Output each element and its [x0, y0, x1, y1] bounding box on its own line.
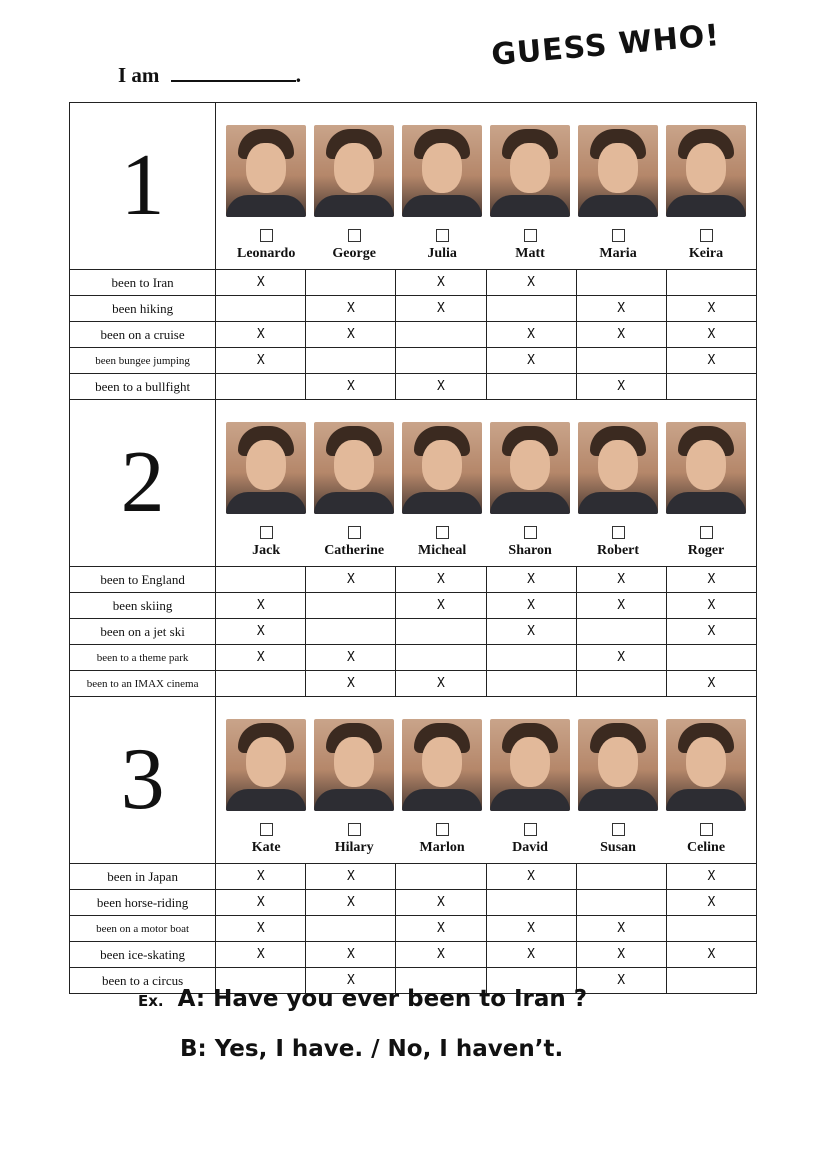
photo-face — [422, 737, 462, 787]
mark-cell: X — [396, 270, 486, 296]
activity-label: been on a motor boat — [70, 916, 216, 942]
activity-label: been to a circus — [70, 968, 216, 994]
person-photo — [490, 422, 570, 514]
person-checkbox[interactable] — [260, 823, 273, 836]
mark-cell: X — [666, 296, 756, 322]
photo-strip — [216, 400, 757, 567]
mark-cell — [396, 322, 486, 348]
mark-cell: X — [216, 619, 306, 645]
person-checkbox[interactable] — [348, 823, 361, 836]
table-row — [70, 671, 757, 697]
photo-face — [686, 143, 726, 193]
person-photo — [578, 125, 658, 217]
mark-cell: X — [666, 942, 756, 968]
photo-shoulders — [666, 195, 746, 217]
mark-cell: X — [486, 916, 576, 942]
person-photo — [666, 422, 746, 514]
mark-cell: X — [306, 942, 396, 968]
people-row — [216, 400, 756, 559]
person-card — [400, 125, 484, 262]
photo-shoulders — [578, 195, 658, 217]
mark-cell — [486, 374, 576, 400]
mark-cell: X — [216, 270, 306, 296]
table-row — [70, 296, 757, 322]
mark-cell: X — [486, 619, 576, 645]
table-row — [70, 942, 757, 968]
photo-face — [334, 440, 374, 490]
person-card — [664, 422, 748, 559]
person-checkbox[interactable] — [436, 823, 449, 836]
person-checkbox[interactable] — [700, 823, 713, 836]
activity-label: been on a jet ski — [70, 619, 216, 645]
photo-face — [334, 143, 374, 193]
person-name: Kate — [251, 840, 281, 855]
mark-cell — [306, 270, 396, 296]
mark-cell: X — [486, 270, 576, 296]
photo-face — [598, 143, 638, 193]
mark-cell: X — [306, 671, 396, 697]
mark-cell: X — [306, 864, 396, 890]
person-photo — [314, 125, 394, 217]
person-card — [576, 719, 660, 856]
mark-cell — [666, 645, 756, 671]
activity-label: been to an IMAX cinema — [70, 671, 216, 697]
mark-cell: X — [666, 348, 756, 374]
person-card — [312, 719, 396, 856]
person-card — [488, 719, 572, 856]
person-name: Jack — [252, 543, 281, 558]
table-row — [70, 593, 757, 619]
photo-face — [246, 440, 286, 490]
activity-label: been to England — [70, 567, 216, 593]
mark-cell: X — [576, 296, 666, 322]
person-photo — [402, 422, 482, 514]
photo-shoulders — [314, 195, 394, 217]
mark-cell: X — [306, 890, 396, 916]
photo-face — [510, 143, 550, 193]
activity-label: been in Japan — [70, 864, 216, 890]
person-checkbox[interactable] — [612, 526, 625, 539]
mark-cell: X — [666, 864, 756, 890]
mark-cell — [306, 619, 396, 645]
mark-cell — [396, 864, 486, 890]
person-name: Keira — [688, 246, 724, 261]
person-name: Robert — [597, 543, 640, 558]
person-photo — [226, 125, 306, 217]
mark-cell: X — [216, 348, 306, 374]
photo-strip — [216, 103, 757, 270]
mark-cell: X — [396, 890, 486, 916]
mark-cell: X — [666, 593, 756, 619]
mark-cell — [576, 864, 666, 890]
person-checkbox[interactable] — [524, 229, 537, 242]
person-photo — [314, 719, 394, 811]
mark-cell — [666, 968, 756, 994]
mark-cell — [306, 348, 396, 374]
activity-label: been ice-skating — [70, 942, 216, 968]
photo-face — [598, 737, 638, 787]
person-photo — [490, 719, 570, 811]
group-number: 3 — [70, 697, 216, 864]
mark-cell — [216, 671, 306, 697]
photo-shoulders — [490, 789, 570, 811]
photo-shoulders — [226, 492, 306, 514]
photo-face — [510, 440, 550, 490]
photo-face — [510, 737, 550, 787]
group-photo-row — [70, 697, 757, 864]
mark-cell: X — [486, 864, 576, 890]
photo-strip — [216, 697, 757, 864]
person-name: Celine — [686, 840, 726, 855]
mark-cell: X — [306, 567, 396, 593]
person-name: Matt — [515, 246, 545, 261]
table-row — [70, 864, 757, 890]
mark-cell: X — [666, 619, 756, 645]
mark-cell — [216, 374, 306, 400]
person-card — [488, 422, 572, 559]
mark-cell: X — [216, 322, 306, 348]
example-answer: B: Yes, I have. / No, I haven’t. — [180, 1036, 564, 1062]
table-row — [70, 916, 757, 942]
table-row — [70, 890, 757, 916]
worksheet-title: GUESS WHO! — [490, 18, 722, 73]
photo-shoulders — [226, 789, 306, 811]
person-checkbox[interactable] — [612, 229, 625, 242]
person-name: Roger — [687, 543, 725, 558]
person-name: Hilary — [334, 840, 374, 855]
mark-cell: X — [306, 374, 396, 400]
activity-label: been to a theme park — [70, 645, 216, 671]
mark-cell — [666, 916, 756, 942]
person-photo — [226, 422, 306, 514]
person-checkbox[interactable] — [700, 229, 713, 242]
photo-shoulders — [666, 789, 746, 811]
person-photo — [578, 719, 658, 811]
mark-cell: X — [396, 296, 486, 322]
mark-cell: X — [576, 322, 666, 348]
activity-label: been on a cruise — [70, 322, 216, 348]
mark-cell — [486, 890, 576, 916]
person-card — [224, 422, 308, 559]
mark-cell — [576, 270, 666, 296]
mark-cell: X — [486, 322, 576, 348]
mark-cell — [306, 593, 396, 619]
person-checkbox[interactable] — [348, 229, 361, 242]
mark-cell — [396, 619, 486, 645]
mark-cell: X — [666, 671, 756, 697]
mark-cell: X — [306, 322, 396, 348]
person-photo — [402, 719, 482, 811]
example-question-text: A: Have you ever been to Iran ? — [177, 986, 588, 1012]
mark-cell: X — [396, 942, 486, 968]
mark-cell — [216, 567, 306, 593]
group-photo-row — [70, 400, 757, 567]
mark-cell: X — [396, 593, 486, 619]
mark-cell: X — [396, 374, 486, 400]
mark-cell: X — [486, 942, 576, 968]
photo-shoulders — [402, 789, 482, 811]
person-photo — [578, 422, 658, 514]
table-row — [70, 322, 757, 348]
person-card — [576, 125, 660, 262]
person-name: Micheal — [418, 543, 467, 558]
activity-label: been to a bullfight — [70, 374, 216, 400]
photo-shoulders — [490, 492, 570, 514]
mark-cell — [396, 348, 486, 374]
photo-face — [246, 737, 286, 787]
person-card — [488, 125, 572, 262]
mark-cell: X — [666, 322, 756, 348]
mark-cell: X — [486, 348, 576, 374]
mark-cell: X — [306, 296, 396, 322]
photo-shoulders — [578, 789, 658, 811]
mark-cell: X — [576, 968, 666, 994]
mark-cell: X — [216, 942, 306, 968]
person-photo — [226, 719, 306, 811]
photo-face — [334, 737, 374, 787]
example-question — [138, 986, 587, 1012]
person-checkbox[interactable] — [436, 229, 449, 242]
activity-label: been to Iran — [70, 270, 216, 296]
people-row — [216, 103, 756, 262]
photo-face — [686, 737, 726, 787]
person-name: George — [332, 246, 376, 261]
person-checkbox[interactable] — [348, 526, 361, 539]
mark-cell: X — [396, 916, 486, 942]
person-photo — [314, 422, 394, 514]
person-card — [224, 719, 308, 856]
person-card — [664, 125, 748, 262]
person-checkbox[interactable] — [524, 526, 537, 539]
photo-face — [246, 143, 286, 193]
mark-cell: X — [486, 567, 576, 593]
photo-face — [686, 440, 726, 490]
photo-shoulders — [402, 492, 482, 514]
mark-cell — [486, 296, 576, 322]
person-checkbox[interactable] — [700, 526, 713, 539]
example-label: Ex. — [138, 992, 164, 1010]
guess-who-grid — [69, 102, 757, 994]
mark-cell — [216, 296, 306, 322]
mark-cell: X — [306, 645, 396, 671]
person-checkbox[interactable] — [436, 526, 449, 539]
table-row — [70, 567, 757, 593]
person-name: Julia — [427, 246, 457, 261]
person-checkbox[interactable] — [260, 229, 273, 242]
mark-cell — [576, 348, 666, 374]
person-name: David — [512, 840, 548, 855]
group-number: 1 — [70, 103, 216, 270]
photo-shoulders — [314, 789, 394, 811]
mark-cell — [576, 671, 666, 697]
photo-face — [422, 143, 462, 193]
person-name: Leonardo — [237, 246, 296, 261]
photo-face — [422, 440, 462, 490]
photo-shoulders — [314, 492, 394, 514]
activity-label: been hiking — [70, 296, 216, 322]
table-row — [70, 374, 757, 400]
mark-cell: X — [576, 645, 666, 671]
person-card — [400, 422, 484, 559]
mark-cell: X — [216, 890, 306, 916]
person-checkbox[interactable] — [612, 823, 625, 836]
photo-shoulders — [226, 195, 306, 217]
photo-face — [598, 440, 638, 490]
name-label: I am — [118, 63, 160, 87]
mark-cell: X — [306, 968, 396, 994]
mark-cell: X — [666, 890, 756, 916]
person-name: Catherine — [324, 543, 385, 558]
person-card — [312, 422, 396, 559]
table-row — [70, 619, 757, 645]
mark-cell — [486, 645, 576, 671]
photo-shoulders — [490, 195, 570, 217]
mark-cell: X — [576, 567, 666, 593]
mark-cell: X — [576, 593, 666, 619]
mark-cell: X — [666, 567, 756, 593]
activity-label: been horse-riding — [70, 890, 216, 916]
mark-cell: X — [216, 645, 306, 671]
person-card — [224, 125, 308, 262]
table-row — [70, 270, 757, 296]
photo-shoulders — [578, 492, 658, 514]
person-name: Marlon — [419, 840, 465, 855]
mark-cell — [306, 916, 396, 942]
name-period: . — [295, 62, 302, 87]
mark-cell: X — [216, 916, 306, 942]
mark-cell: X — [486, 593, 576, 619]
person-photo — [666, 719, 746, 811]
mark-cell — [666, 374, 756, 400]
person-checkbox[interactable] — [524, 823, 537, 836]
mark-cell: X — [576, 916, 666, 942]
photo-shoulders — [666, 492, 746, 514]
table-row — [70, 645, 757, 671]
mark-cell: X — [216, 593, 306, 619]
person-photo — [666, 125, 746, 217]
mark-cell — [576, 890, 666, 916]
person-name: Susan — [600, 840, 636, 855]
person-card — [400, 719, 484, 856]
mark-cell: X — [576, 942, 666, 968]
person-card — [664, 719, 748, 856]
person-name: Sharon — [508, 543, 552, 558]
mark-cell — [576, 619, 666, 645]
mark-cell: X — [576, 374, 666, 400]
table-row — [70, 348, 757, 374]
person-card — [576, 422, 660, 559]
activity-label: been skiing — [70, 593, 216, 619]
group-photo-row — [70, 103, 757, 270]
activity-label: been bungee jumping — [70, 348, 216, 374]
mark-cell: X — [396, 567, 486, 593]
mark-cell: X — [216, 864, 306, 890]
person-photo — [490, 125, 570, 217]
person-photo — [402, 125, 482, 217]
mark-cell — [396, 645, 486, 671]
mark-cell — [486, 671, 576, 697]
photo-shoulders — [402, 195, 482, 217]
person-checkbox[interactable] — [260, 526, 273, 539]
person-name: Maria — [599, 246, 637, 261]
mark-cell — [666, 270, 756, 296]
person-card — [312, 125, 396, 262]
mark-cell: X — [396, 671, 486, 697]
people-row — [216, 697, 756, 856]
name-blank-line[interactable] — [171, 62, 296, 82]
name-prompt — [118, 62, 301, 88]
group-number: 2 — [70, 400, 216, 567]
